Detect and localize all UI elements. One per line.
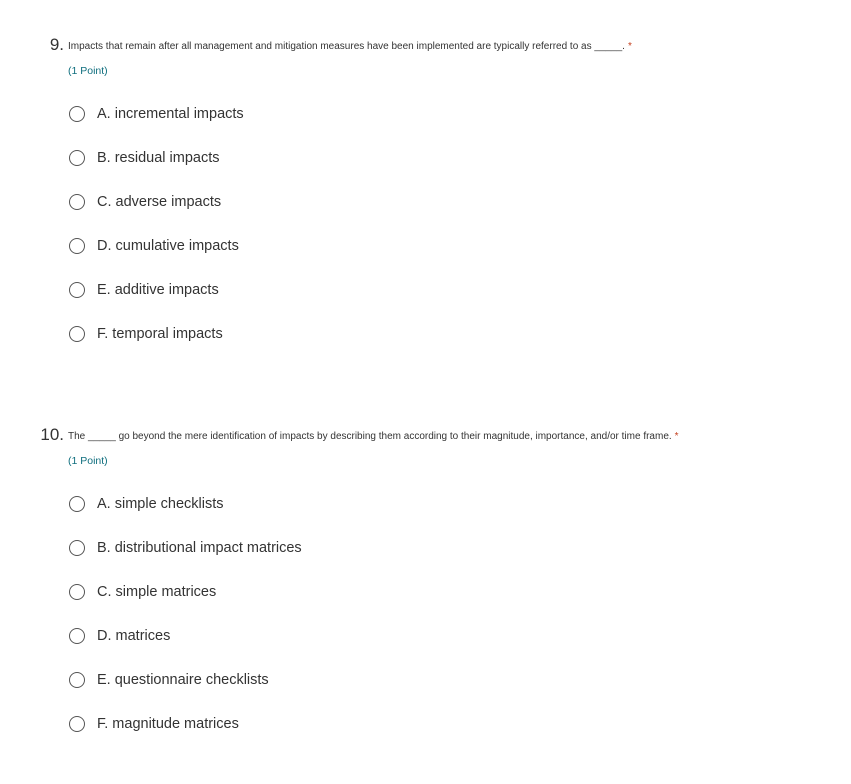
option-a[interactable] [68, 102, 244, 126]
question-text [68, 431, 679, 443]
radio-button[interactable] [69, 238, 85, 254]
option-label[interactable]: C. adverse impacts [97, 194, 222, 210]
question-number: 9. [49, 35, 64, 54]
option-label[interactable]: B. distributional impact matrices [97, 540, 302, 556]
radio-button[interactable] [69, 282, 85, 298]
option-c[interactable] [68, 580, 216, 604]
radio-button[interactable] [69, 540, 85, 556]
option-label[interactable]: F. magnitude matrices [97, 716, 239, 732]
radio-button[interactable] [69, 194, 85, 210]
option-e[interactable] [68, 668, 269, 692]
option-label[interactable]: B. residual impacts [97, 150, 220, 166]
option-d[interactable] [68, 624, 170, 648]
option-label[interactable]: F. temporal impacts [97, 326, 223, 342]
radio-button[interactable] [69, 628, 85, 644]
option-label[interactable]: A. simple checklists [97, 496, 224, 512]
option-f[interactable] [68, 712, 239, 736]
option-d[interactable] [68, 234, 239, 258]
question-number: 10. [40, 425, 64, 444]
option-label[interactable]: E. additive impacts [97, 282, 219, 298]
option-label[interactable]: D. matrices [97, 628, 171, 644]
question-prompt: The _____ go beyond the mere identification of impacts by describing them according to their magnitude, importance, and/or time frame. [68, 431, 672, 442]
question-points: (1 Point) [68, 455, 108, 467]
option-c[interactable] [68, 190, 221, 214]
radio-button[interactable] [69, 150, 85, 166]
option-label[interactable]: A. incremental impacts [97, 106, 244, 122]
required-marker: * [674, 431, 679, 442]
option-label[interactable]: E. questionnaire checklists [97, 672, 269, 688]
radio-button[interactable] [69, 106, 85, 122]
option-b[interactable] [68, 536, 302, 560]
radio-button[interactable] [69, 672, 85, 688]
option-e[interactable] [68, 278, 219, 302]
question-text [68, 41, 632, 53]
required-marker: * [627, 41, 632, 52]
radio-button[interactable] [69, 496, 85, 512]
option-f[interactable] [68, 322, 223, 346]
radio-button[interactable] [69, 326, 85, 342]
radio-button[interactable] [69, 716, 85, 732]
option-b[interactable] [68, 146, 220, 170]
option-a[interactable] [68, 492, 224, 516]
option-label[interactable]: C. simple matrices [97, 584, 217, 600]
question-prompt: Impacts that remain after all management and mitigation measures have been implemented are typically referred to as _____. [68, 41, 625, 52]
option-label[interactable]: D. cumulative impacts [97, 238, 239, 254]
radio-button[interactable] [69, 584, 85, 600]
question-points: (1 Point) [68, 65, 108, 77]
